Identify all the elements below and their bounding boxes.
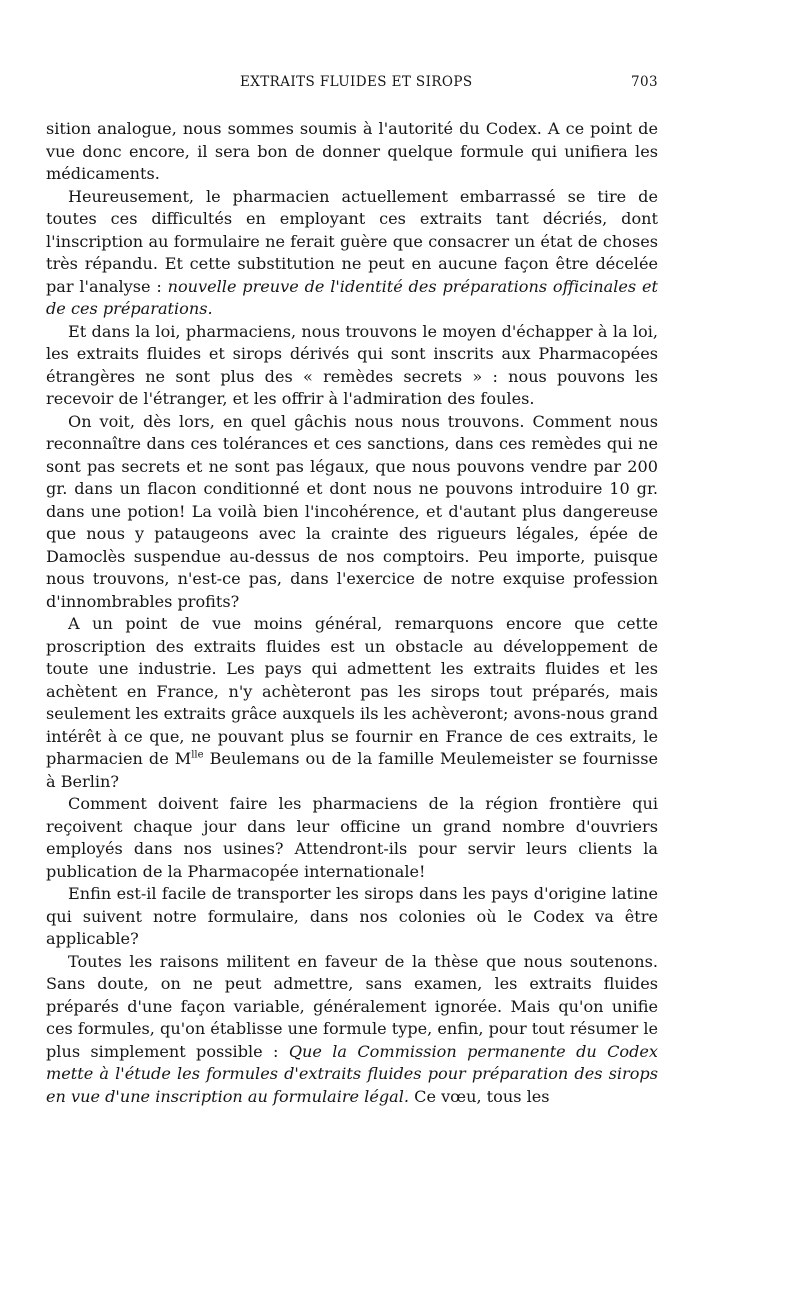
paragraph-8 xyxy=(46,951,658,1109)
page-number: 703 xyxy=(631,74,658,90)
paragraph-7: Enfin est-il facile de transporter les sirops dans les pays d'origine latine qui suivent notre formulaire, dans nos colonies où le Codex va être applicable? xyxy=(46,884,658,948)
paragraph-2 xyxy=(46,186,658,321)
superscript-lle: lle xyxy=(191,749,204,761)
paragraph-5-end: Beulemans ou de la famille Meulemeister se fournisse à Berlin? xyxy=(46,749,659,791)
body-text xyxy=(46,118,658,1108)
paragraph-5 xyxy=(46,613,658,793)
paragraph-8-italic: Que la Commission permanente du Codex mette à l'étude les formules d'extraits fluides pour préparation des sirops en vue d'une inscription au formulaire légal. xyxy=(46,1041,658,1106)
paragraph-2-text: Heureusement, le pharmacien actuellement embarrassé se tire de toutes ces difficultés en employant ces extraits tant décriés, dont l'inscription au formulaire ne ferait guère que consacrer un état de choses très répandu. Et cette substitution ne peut en aucune façon être décelée par l'analyse : xyxy=(46,186,658,296)
paragraph-5-text: A un point de vue moins général, remarquons encore que cette proscription des extraits fluides est un obstacle au développement de toute une industrie. Les pays qui admettent les extraits fluides et les achètent en France, n'y achèteront pas les sirops tout préparés, mais seulement les extraits grâce auxquels ils les achèveront; avons-nous grand intérêt à ce que, ne pouvant plus se fournir en France de ces extraits, le pharmacien de M xyxy=(46,614,659,768)
running-header xyxy=(46,74,658,118)
paragraph-3: Et dans la loi, pharmaciens, nous trouvons le moyen d'échapper à la loi, les extraits fluides et sirops dérivés qui sont inscrits aux Pharmacopées étrangères ne sont plus des « remèdes secrets » : nous pouvons les recevoir de l'étranger, et les offrir à l'admiration des foules. xyxy=(46,321,658,408)
paragraph-8-end: Ce vœu, tous les xyxy=(409,1086,550,1106)
paragraph-1: sition analogue, nous sommes soumis à l'autorité du Codex. A ce point de vue donc encore, il sera bon de donner quelque formule qui unifiera les médicaments. xyxy=(46,119,658,183)
paragraph-8-text: Toutes les raisons militent en faveur de la thèse que nous soutenons. Sans doute, on ne peut admettre, sans examen, les extraits fluides préparés d'une façon variable, généralement ignorée. Mais qu'on unifie ces formules, qu'on établisse une formule type, enfin, pour tout résumer le plus simplement possible : xyxy=(46,951,658,1061)
paragraph-6: Comment doivent faire les pharmaciens de la région frontière qui reçoivent chaque jour dans leur officine un grand nombre d'ouvriers employés dans nos usines? Attendront-ils pour servir leurs clients la publication de la Pharmacopée internationale! xyxy=(46,794,658,881)
paragraph-2-italic: nouvelle preuve de l'identité des préparations officinales et de ces préparations. xyxy=(46,276,658,318)
running-title: EXTRAITS FLUIDES ET SIROPS xyxy=(240,74,473,90)
paragraph-4: On voit, dès lors, en quel gâchis nous nous trouvons. Comment nous reconnaître dans ces tolérances et ces sanctions, dans ces remèdes qui ne sont pas secrets et ne sont pas légaux, que nous pouvons vendre par 200 gr. dans un flacon conditionné et dont nous ne pouvons introduire 10 gr. dans une potion! La voilà bien l'incohérence, et d'autant plus dangereuse que nous y pataugeons avec la crainte des rigueurs légales, épée de Damoclès suspendue au-dessus de nos comptoirs. Peu importe, puisque nous trouvons, n'est-ce pas, dans l'exercice de notre exquise profession d'innombrables profits? xyxy=(46,411,658,611)
book-page xyxy=(46,74,658,1108)
